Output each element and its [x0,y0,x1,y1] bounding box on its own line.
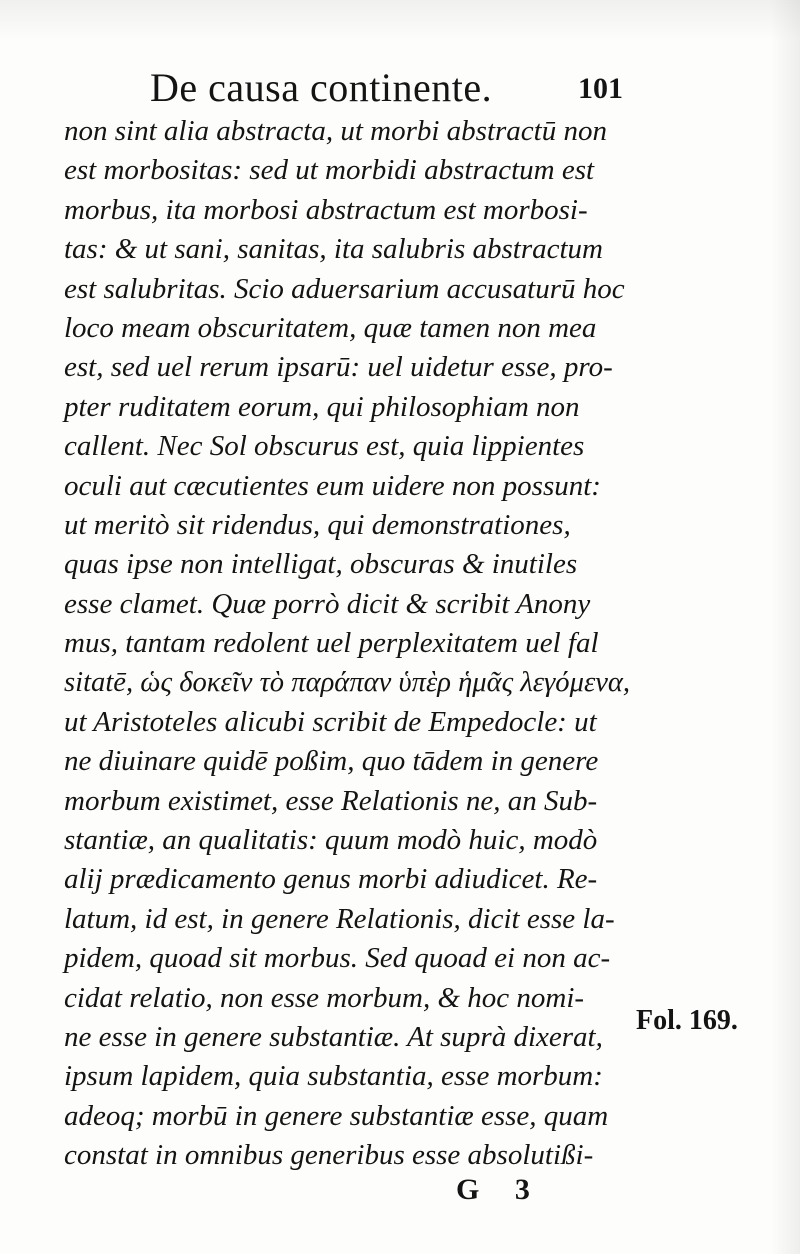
running-head: De causa continente. [150,65,493,110]
text-line: ne esse in genere substantiæ. At suprà dixerat, [64,1020,603,1053]
text-line: non sint alia abstracta, ut morbi abstractū non [64,115,607,147]
text-line: ut Aristoteles alicubi scribit de Empedocle: ut [64,705,597,738]
signature-mark: G 3 [456,1173,544,1206]
text-line: est, sed uel rerum ipsarū: uel uidetur esse, pro- [64,351,613,384]
text-line: tas: & ut sani, sanitas, ita salubris abstractum [64,233,603,266]
text-line: morbum existimet, esse Relationis ne, an Sub- [64,784,598,817]
text-line: est salubritas. Scio aduersarium accusaturū hoc [64,272,625,305]
margin-note: Fol. 169. [636,1005,738,1036]
text-line: loco meam obscuritatem, quæ tamen non mea [64,311,597,344]
text-line: pter ruditatem eorum, qui philosophiam non [64,390,580,423]
text-line: adeoq; morbū in genere substantiæ esse, quam [64,1099,609,1132]
text-line: est morbositas: sed ut morbidi abstractum est [64,154,595,187]
text-line: alij prædicamento genus morbi adiudicet. Re- [64,863,598,896]
text-line: sitatē, ὡς δοκεῖν τὸ παράπαν ὑπὲρ ἡμᾶς λεγόμενα, [64,666,631,699]
text-line: morbus, ita morbosi abstractum est morbosi- [64,193,588,226]
text-line: quas ipse non intelligat, obscuras & inutiles [64,548,578,581]
text-line: mus, tantam redolent uel perplexitatem uel fal [64,627,599,660]
text-line: esse clamet. Quæ porrò dicit & scribit Anony [64,587,591,620]
text-line: pidem, quoad sit morbus. Sed quoad ei non ac- [64,942,611,975]
text-line: ipsum lapidem, quia substantia, esse morbum: [64,1060,603,1093]
text-line: constat in omnibus generibus esse absolutißi- [64,1139,594,1172]
body-text [64,112,630,1176]
text-line: stantiæ, an qualitatis: quum modò huic, modò [64,824,598,857]
text-line: oculi aut cæcutientes eum uidere non possunt: [64,469,601,502]
text-line: latum, id est, in genere Relationis, dicit esse la- [64,902,615,935]
text-line: ne diuinare quidē poßim, quo tādem in genere [64,745,599,778]
text-line: callent. Nec Sol obscurus est, quia lippientes [64,430,585,463]
text-line: ut meritò sit ridendus, qui demonstrationes, [64,508,571,541]
page-shadow [0,0,800,40]
page-number: 101 [578,72,623,105]
text-line: cidat relatio, non esse morbum, & hoc nomi- [64,981,585,1014]
page-edge-shade [770,0,800,1254]
